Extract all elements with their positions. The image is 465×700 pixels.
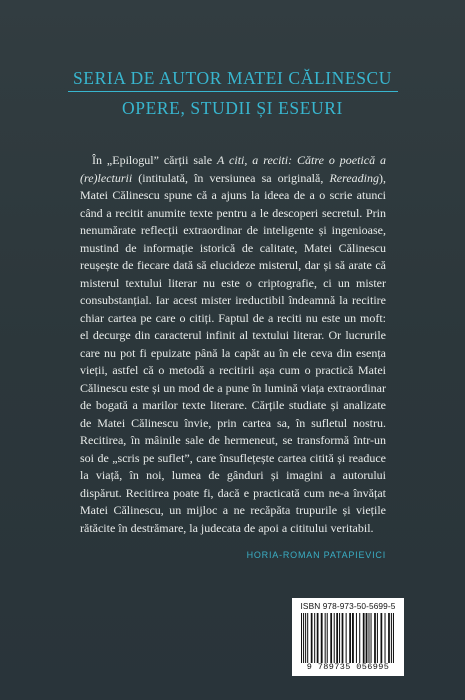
barcode-bar bbox=[334, 613, 335, 663]
barcode-bar bbox=[352, 613, 354, 663]
isbn-barcode bbox=[292, 598, 404, 676]
barcode-bar bbox=[303, 613, 304, 663]
barcode-bar bbox=[317, 613, 319, 663]
blurb-seg1: În „Epilogul” cărții sale bbox=[92, 153, 217, 167]
barcode-number: 9 789735 056995 bbox=[306, 662, 390, 672]
barcode-bar bbox=[314, 613, 315, 663]
blurb-seg5: ), Matei Călinescu spune că a ajuns la ideea de a o scrie atunci când a recitit anumite texte pentru a le descoperi secretul. Prin nenumărate reflecții extraordinar de inteligente și ingenioase, mustind de informație istorică de calitate, Matei Călinescu reușește de fiecare dată să elucideze misterul, dar și să arate că misterul textului literar nu este o criptografie, ci un mister consubstanțial. Iar acest mister ireductibil îndeamnă la recitire chiar cartea pe care o citiți. Faptul de a reciti nu este un moft: el decurge din caracterul infinit al textului literar. Or lucrurile care nu pot fi epuizate până la capăt au în ele ceva din esența vieții, astfel că o metodă a recitirii așa cum o practică Matei Călinescu este și un mod de a pune în lumină viața extraordinar de bogată a marilor texte literare. Cărțile studiate și analizate de Matei Călinescu învie, prin cartea sa, în sufletul nostru. Recitirea, în mâinile sale de hermeneut, se transformă într-un soi de „scris pe suflet”, care însuflețește cartea citită și readuce la viață, în noi, lumea de gânduri și imagini a autorului dispărut. Recitirea poate fi, dacă e practicată cum ne-a învățat Matei Călinescu, un mijloc a ne recăpăta trupurile și viețile rătăcite în destrămare, la judecata de apoi a cititului veritabil. bbox=[80, 170, 386, 535]
blurb-seg3: (intitulată, în versiunea sa originală, bbox=[132, 170, 330, 185]
barcode-bar bbox=[346, 613, 347, 663]
barcode-bar bbox=[311, 613, 313, 663]
blurb-paragraph bbox=[80, 152, 386, 537]
original-title-italic: Rereading bbox=[329, 170, 379, 185]
barcode-bar bbox=[388, 613, 390, 663]
barcode-bar bbox=[381, 613, 383, 663]
barcode-bar bbox=[325, 613, 326, 663]
barcode-bar bbox=[374, 613, 376, 663]
barcode-bar bbox=[385, 613, 386, 663]
series-subtitle: OPERE, STUDII ȘI ESEURI bbox=[122, 98, 343, 118]
book-title-italic: A citi, a reciti: Către o poetică a (re)lecturii bbox=[80, 153, 386, 185]
series-title: SERIA DE AUTOR MATEI CĂLINESCU bbox=[72, 68, 393, 88]
barcode-bar bbox=[363, 613, 365, 663]
blurb-author: HORIA-ROMAN PATAPIEVICI bbox=[246, 550, 386, 560]
barcode-bar bbox=[301, 613, 302, 663]
title-divider bbox=[68, 91, 398, 92]
barcode-bar bbox=[391, 613, 392, 663]
barcode-bar bbox=[371, 613, 372, 663]
barcode-bar bbox=[336, 613, 338, 663]
isbn-label: ISBN 978-973-50-5699-5 bbox=[300, 601, 396, 611]
barcode-bar bbox=[366, 613, 368, 663]
barcode-bar bbox=[327, 613, 328, 663]
barcode-bars bbox=[300, 613, 396, 663]
barcode-bar bbox=[356, 613, 357, 663]
barcode-bar bbox=[359, 613, 360, 663]
barcode-bar bbox=[330, 613, 332, 663]
blurb-text bbox=[80, 152, 386, 537]
barcode-bar bbox=[377, 613, 378, 663]
barcode-bar bbox=[368, 613, 369, 663]
barcode-bar bbox=[349, 613, 351, 663]
barcode-bar bbox=[342, 613, 344, 663]
barcode-bar bbox=[321, 613, 323, 663]
barcode-bar bbox=[307, 613, 308, 663]
barcode-bar bbox=[393, 613, 394, 663]
barcode-bar bbox=[305, 613, 306, 663]
barcode-bar bbox=[339, 613, 340, 663]
